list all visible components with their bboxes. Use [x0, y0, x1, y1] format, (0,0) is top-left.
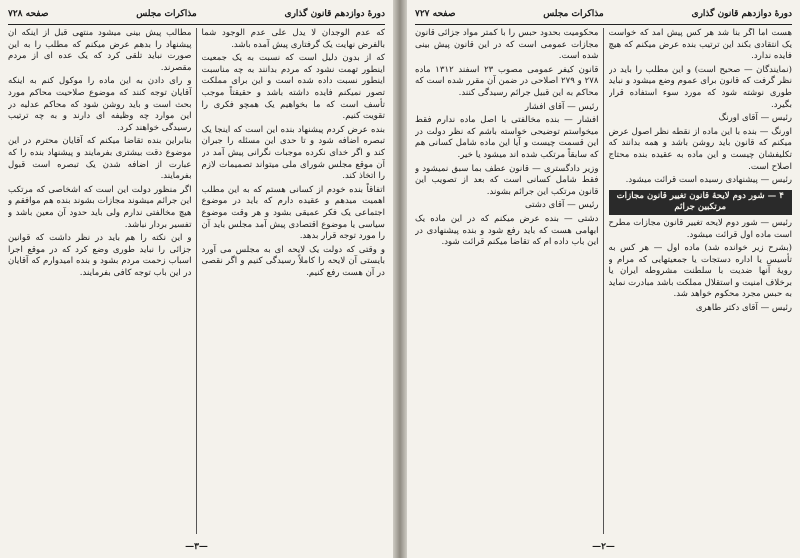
- right-header-title: مذاکرات مجلس: [543, 9, 604, 19]
- right-page-column-right: [609, 28, 793, 534]
- paragraph: بنابراین بنده تقاضا میکنم که آقایان محترم در این موضوع دقت بیشتری بفرمایند و پیشنهاد بنده را که عبارت از اضافه شدن یک تبصره است قبول بفرمایند.: [8, 136, 192, 182]
- left-header-session: دورهٔ دوازدهم قانون گذاری: [284, 9, 385, 19]
- speaker-line: رئیس — آقای دشتی: [524, 200, 599, 211]
- right-page-column-left: [415, 28, 599, 534]
- right-header-rule: [415, 24, 792, 25]
- paragraph: اورنگ — بنده با این ماده از نقطه نظر اصول عرض میکنم که قانون باید روشن باشد و همه بدانند که تکلیفشان چیست و این ماده به عقیده بنده محتاج اصلاح است.: [608, 126, 792, 172]
- left-page-header: [8, 6, 385, 22]
- paragraph: وزیر دادگستری — قانون عطف بما سبق نمیشود و فقط شامل کسانی است که بعد از تصویب این قانون مرتکب این جرائم بشوند.: [415, 163, 599, 197]
- book-gutter: [393, 0, 407, 558]
- section-heading: ۴ — شور دوم لایحهٔ قانون تغییر قانون مجازات مرتکبین جرائم: [609, 190, 793, 215]
- paragraph: که عدم الوجدان لا یدل علی عدم الوجود شما بالفرض نهایت یک گرفتاری پیش آمده باشد.: [201, 28, 385, 50]
- paragraph: و رای دادن به این ماده را موکول کنم به اینکه آقایان توجه کنند که موضوع صلاحیت محاکم مورد بحث است و باید روشن شود که محاکم عدلیه در این موارد چه وظیفه ای دارند و به چه ترتیب رسیدگی خواهند کرد.: [8, 76, 192, 133]
- left-header-page-number: صفحه ۷۲۸: [8, 9, 49, 19]
- paragraph: که از بدون دلیل است که نسبت به یک جمعیت اینطور تهمت نشود که مردم بدانند به چه مناسبت اینطور نسبت داده شده است و این برای مملکت تصور نمیکنم فایده داشته باشد و حقیقتاً موجب تأسف است که ما بخواهیم یک همچو فکری را تقویت کنیم.: [201, 53, 385, 122]
- paragraph: و وقتی که دولت یک لایحه ای به مجلس می آورد بایستی آن لایحه را کاملاً رسیدگی کنیم و اگر نقصی در آن هست رفع کنیم.: [201, 244, 385, 278]
- right-header-session: دورهٔ دوازدهم قانون گذاری: [691, 9, 792, 19]
- paragraph: (نمایندگان — صحیح است) و این مطلب را باید در نظر گرفت که قانون برای عموم وضع میشود و نباید طوری نوشته شود که مورد سوء استفاده قرار بگیرد.: [608, 64, 792, 110]
- left-header-rule: [8, 24, 385, 25]
- right-header-page-number: صفحه ۷۲۷: [415, 9, 456, 19]
- speaker-line: رئیس — آقای اورنگ: [718, 113, 792, 124]
- left-page: [0, 0, 393, 558]
- speaker-line: رئیس — آقای افشار: [524, 101, 599, 112]
- paragraph: قانون کیفر عمومی مصوب ۲۳ اسفند ۱۳۱۲ ماده ۲۷۸ و ۲۷۹ اصلاحی در ضمن آن مقرر شده است که محاکم به این قبیل جرائم رسیدگی کنند.: [415, 64, 599, 98]
- paragraph: اتفاقاً بنده خودم از کسانی هستم که به این مطلب اهمیت میدهم و عقیده دارم که باید در موضوع اجتماعی یک فکر عمیقی بشود و هر وقت موضوع سیاسی یا موضوع اقتصادی پیش آمد مجلس باید آن را مورد توجه قرار بدهد.: [201, 184, 385, 242]
- paragraph: دشتی — بنده عرض میکنم که در این ماده یک ابهامی هست که باید رفع شود و بنده پیشنهادی در این باب داده ام که تقاضا میکنم قرائت شود.: [415, 213, 599, 248]
- paragraph: (بشرح زیر خوانده شد) ماده اول — هر کس به تأسیس یا اداره دستجات یا جمعیتهایی که مرام و رویهٔ آنها ضدیت با سلطنت مشروطه ایران یا برخلاف امنیت و استقلال مملکت باشد مبادرت نماید به حبس مجرد محکوم خواهد شد.: [608, 243, 792, 300]
- right-page: [407, 0, 800, 558]
- paragraph: مطالب پیش بینی میشود منتهی قبل از اینکه آن پیشنهاد را بدهم عرض میکنم که مطلب را به این صورت نباید تلقی کرد که یک عده ای از مردم مقصرند.: [8, 28, 192, 73]
- left-page-column-right: [202, 28, 386, 534]
- paragraph: محکومیت بحدود حبس را با کمتر مواد جزائی قانون مجازات عمومی است که در این قانون پیش بینی شده است.: [415, 28, 599, 62]
- right-column-divider: [603, 28, 604, 534]
- paragraph: اگر منظور دولت این است که اشخاصی که مرتکب این جرائم میشوند مجازات بشوند بنده هم موافقم و هیچ مخالفتی ندارم ولی باید حدود آن معین باشد و تفسیر بردار نباشد.: [8, 184, 192, 230]
- right-page-header: [415, 6, 792, 22]
- left-column-divider: [196, 28, 197, 534]
- right-page-footer: —۲—: [592, 542, 615, 552]
- speaker-line: رئیس — پیشنهادی رسیده است قرائت میشود.: [625, 175, 792, 186]
- left-header-title: مذاکرات مجلس: [136, 9, 197, 19]
- left-page-column-left: [8, 28, 192, 534]
- left-page-footer: —۳—: [185, 542, 208, 552]
- paragraph: بنده عرض کردم پیشنهاد بنده این است که اینجا یک تبصره اضافه شود و تا حدی این مسئله را جبران کند و اگر خدای نکرده موجبات نگرانی پیش آمد در آن موقع مجلس شورای ملی میتواند تصمیمات لازم را اتخاذ کند.: [201, 124, 385, 182]
- speaker-line: رئیس — آقای دکتر طاهری: [695, 303, 792, 314]
- paragraph: هست اما اگر بنا شد هر کس پیش آمد که خواست یک انتقادی بکند این ترتیب بنده عرض میکنم که هیچ فایده ندارد.: [608, 28, 792, 62]
- paragraph: رئیس — شور دوم لایحه تغییر قانون مجازات مطرح است ماده اول قرائت میشود.: [608, 217, 792, 240]
- paragraph: افشار — بنده مخالفتی با اصل ماده ندارم فقط میخواستم توضیحی خواسته باشم که نظر دولت در این قسمت چیست و آیا این ماده شامل کسانی هم که سابقاً مرتکب شده اند میشود یا خیر.: [415, 115, 599, 160]
- paragraph: و این نکته را هم باید در نظر داشت که قوانین جزائی را نباید طوری وضع کرد که در موقع اجرا اسباب زحمت مردم بشود و بنده امیدوارم که آقایان در این باب توجه کافی بفرمایند.: [8, 233, 192, 278]
